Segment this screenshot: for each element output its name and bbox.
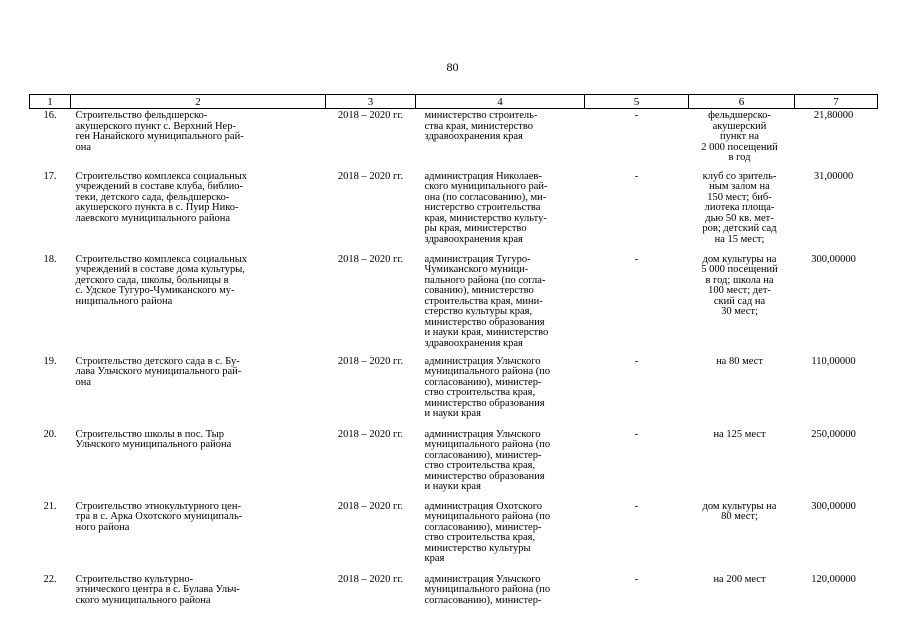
column-5-value: - bbox=[634, 253, 639, 265]
project-executor: администрация Ульчского муниципального района (по согласованию), министер- ство строительства края, министерство образования и науки края bbox=[424, 428, 551, 492]
row-number: 21. bbox=[43, 500, 57, 512]
table-header-row bbox=[30, 95, 878, 109]
project-indicator: клуб со зритель- ным залом на 150 мест; биб- лиотека площа- дью 50 кв. мет- ров; детский сад на 15 мест; bbox=[702, 170, 777, 245]
project-indicator: на 80 мест bbox=[716, 355, 763, 367]
project-name: Строительство комплекса социальных учреждений в составе клуба, библио- теки, детского сада, фельдшерско- акушерского пункта в с. Пуир Нико- лаевского муниципального района bbox=[75, 170, 248, 224]
project-amount: 300,00000 bbox=[811, 500, 856, 512]
table-row bbox=[30, 170, 878, 253]
column-5-value: - bbox=[634, 500, 639, 512]
project-name: Строительство этнокультурного цен- тра в с. Арка Охотского муниципаль- ного района bbox=[75, 500, 243, 533]
project-period: 2018 – 2020 гг. bbox=[337, 500, 404, 512]
project-period: 2018 – 2020 гг. bbox=[337, 170, 404, 182]
project-executor: министерство строитель- ства края, министерство здравоохранения края bbox=[424, 110, 538, 142]
project-executor: администрация Ульчского муниципального района (по согласованию), министер- ство строительства края, министерство образования и науки края bbox=[424, 355, 551, 419]
column-5-value: - bbox=[634, 355, 639, 367]
project-name: Строительство культурно- этнического центра в с. Булава Ульч- ского муниципального района bbox=[75, 573, 240, 606]
table-row bbox=[30, 500, 878, 573]
project-amount: 120,00000 bbox=[811, 573, 856, 585]
row-number: 22. bbox=[43, 573, 57, 585]
project-executor: администрация Охотского муниципального района (по согласованию), министер- ство строительства края, министерство культуры края bbox=[424, 500, 551, 564]
project-indicator: фельдшерско- акушерский пункт на 2 000 посещений в год bbox=[701, 110, 778, 163]
table-row bbox=[30, 253, 878, 355]
page-number: 80 bbox=[446, 60, 459, 74]
column-5-value: - bbox=[634, 428, 639, 440]
project-period: 2018 – 2020 гг. bbox=[337, 253, 404, 265]
project-amount: 31,00000 bbox=[813, 170, 854, 182]
column-header: 2 bbox=[71, 95, 326, 109]
project-indicator: дом культуры на 80 мест; bbox=[702, 500, 777, 522]
project-period: 2018 – 2020 гг. bbox=[337, 428, 404, 440]
project-executor: администрация Николаев- ского муниципального рай- она (по согласованию), ми- нистерство строительства края, министерство культу- ры края, министерство здравоохранения края bbox=[424, 170, 548, 245]
project-amount: 110,00000 bbox=[811, 355, 856, 367]
project-period: 2018 – 2020 гг. bbox=[337, 573, 404, 585]
project-indicator: на 125 мест bbox=[713, 428, 766, 440]
project-indicator: на 200 мест bbox=[713, 573, 766, 585]
table-row bbox=[30, 109, 878, 170]
column-5-value: - bbox=[634, 573, 639, 585]
column-header: 3 bbox=[326, 95, 416, 109]
table-row bbox=[30, 355, 878, 428]
column-header: 1 bbox=[30, 95, 71, 109]
row-number: 20. bbox=[43, 428, 57, 440]
column-header: 6 bbox=[689, 95, 795, 109]
project-name: Строительство детского сада в с. Бу- лава Ульчского муниципального рай- она bbox=[75, 355, 242, 388]
row-number: 16. bbox=[43, 110, 57, 121]
row-number: 18. bbox=[43, 253, 57, 265]
project-name: Строительство школы в пос. Тыр Ульчского муниципального района bbox=[75, 428, 232, 450]
project-period: 2018 – 2020 гг. bbox=[337, 355, 404, 367]
column-header: 5 bbox=[585, 95, 689, 109]
project-name: Строительство комплекса социальных учреждений в составе дома культуры, детского сада, школы, больницы в с. Удское Тугуро-Чумиканского му- ниципального района bbox=[75, 253, 248, 307]
row-number: 19. bbox=[43, 355, 57, 367]
project-amount: 250,00000 bbox=[811, 428, 856, 440]
column-5-value: - bbox=[634, 110, 639, 121]
project-indicator: дом культуры на 5 000 посещений в год; школа на 100 мест; дет- ский сад на 30 мест; bbox=[701, 253, 778, 317]
table-row bbox=[30, 573, 878, 628]
project-executor: администрация Ульчского муниципального района (по согласованию), министер- bbox=[424, 573, 551, 606]
project-period: 2018 – 2020 гг. bbox=[337, 110, 404, 121]
project-name: Строительство фельдшерско- акушерского пункт с. Верхний Нер- ген Нанайского муниципального рай- она bbox=[75, 110, 244, 153]
project-executor: администрация Тугуро- Чумиканского муници- пального района (по согла- сованию), министерство строительства края, мини- стерство культуры края, министерство образования и науки края, министерство здравоохранения края bbox=[424, 253, 549, 349]
program-table bbox=[29, 94, 878, 628]
table-body bbox=[30, 109, 878, 628]
row-number: 17. bbox=[43, 170, 57, 182]
project-amount: 300,00000 bbox=[811, 253, 856, 265]
project-amount: 21,80000 bbox=[813, 110, 854, 121]
column-header: 7 bbox=[795, 95, 878, 109]
table-row bbox=[30, 428, 878, 500]
column-5-value: - bbox=[634, 170, 639, 182]
column-header: 4 bbox=[416, 95, 585, 109]
